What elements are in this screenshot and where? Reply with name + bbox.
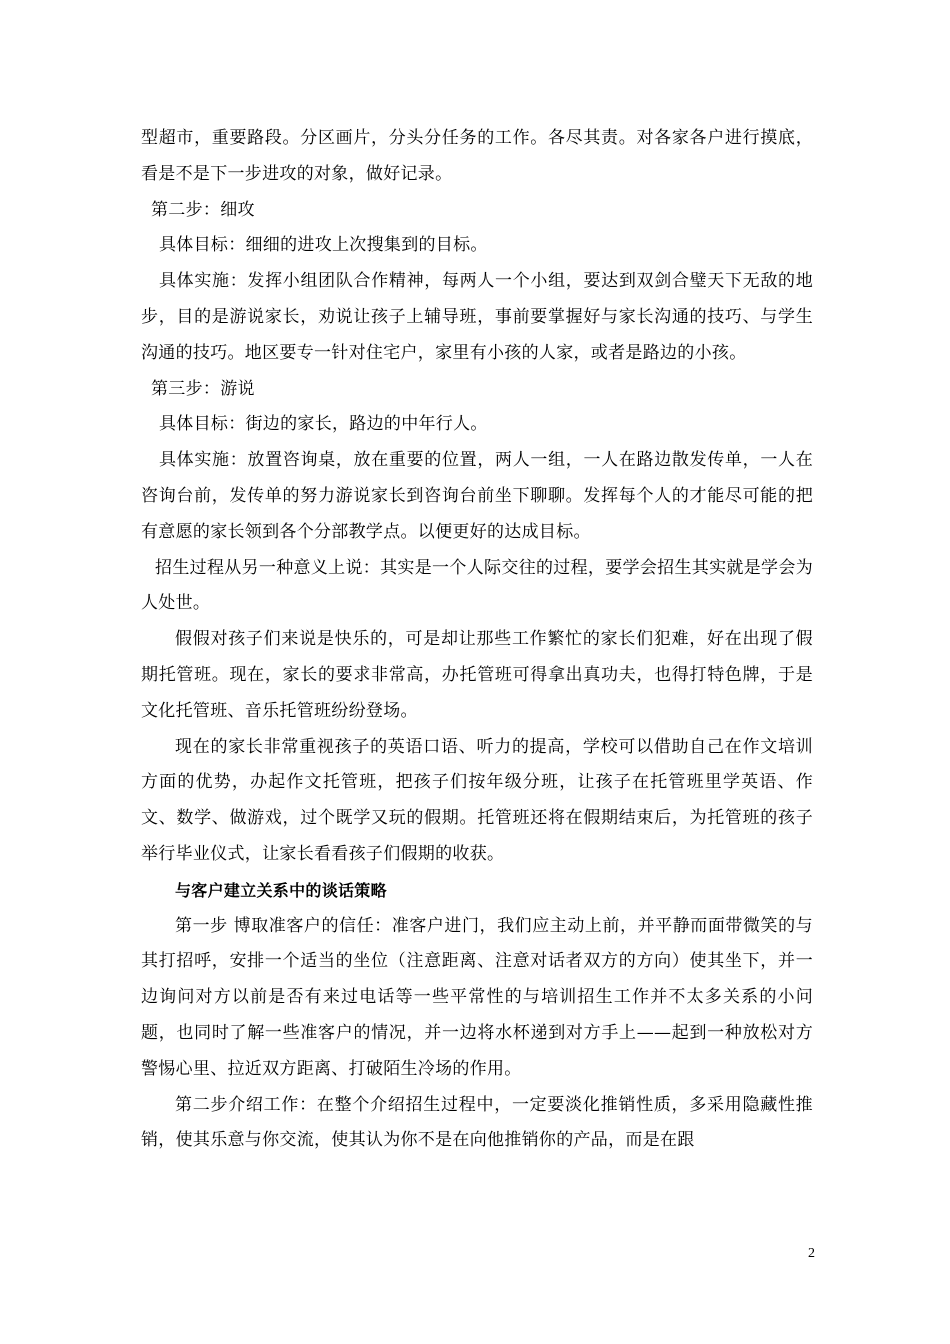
- paragraph-6: 具体目标：街边的家长，路边的中年行人。: [159, 414, 488, 435]
- paragraph-10: 现在的家长非常重视孩子的英语口语、听力的提高，学校可以借助自己在作文培训方面的优势，办起作文托管班，把孩子们按年级分班，让孩子在托管班里学英语、作文、数学、做游戏，过个既学又玩的假期。托管班还将在假期结束后，为托管班的孩子举行毕业仪式，让家长看看孩子们假期的收获。: [141, 736, 813, 864]
- page-number: 2: [808, 1246, 815, 1261]
- paragraph-2: 第二步：细攻: [151, 199, 255, 220]
- paragraph-1: 型超市，重要路段。分区画片，分头分任务的工作。各尽其责。对各家各户进行摸底，看是不是下一步进攻的对象，做好记录。: [141, 128, 813, 184]
- paragraph-9: 假假对孩子们来说是快乐的，可是却让那些工作繁忙的家长们犯难，好在出现了假期托管班。现在，家长的要求非常高，办托管班可得拿出真功夫，也得打特色牌，于是文化托管班、音乐托管班纷纷登场。: [141, 629, 813, 721]
- paragraph-13: 第二步介绍工作：在整个介绍招生过程中，一定要淡化推销性质，多采用隐藏性推销，使其乐意与你交流，使其认为你不是在向他推销你的产品，而是在跟: [141, 1094, 813, 1151]
- paragraph-8: 招生过程从另一种意义上说：其实是一个人际交往的过程，要学会招生其实就是学会为人处世。: [141, 557, 813, 614]
- paragraph-4: 具体实施：发挥小组团队合作精神，每两人一个小组，要达到双剑合璧天下无敌的地步，目的是游说家长，劝说让孩子上辅导班，事前要掌握好与家长沟通的技巧、与学生沟通的技巧。地区要专一针对住宅户，家里有小孩的人家，或者是路边的小孩。: [141, 271, 813, 363]
- document-body: [141, 121, 813, 1159]
- paragraph-7: 具体实施：放置咨询桌，放在重要的位置，两人一组，一人在路边散发传单，一人在咨询台前，发传单的努力游说家长到咨询台前坐下聊聊。发挥每个人的才能尽可能的把有意愿的家长领到各个分部教学点。以便更好的达成目标。: [141, 450, 813, 542]
- paragraph-5: 第三步：游说: [151, 378, 255, 399]
- paragraph-3: 具体目标：细细的进攻上次搜集到的目标。: [159, 235, 488, 256]
- paragraph-12: 第一步 博取准客户的信任：准客户进门，我们应主动上前，并平静而面带微笑的与其打招呼，安排一个适当的坐位（注意距离、注意对话者双方的方向）使其坐下，并一边询问对方以前是否有来过电话等一些平常性的与培训招生工作并不太多关系的小问题，也同时了解一些准客户的情况，并一边将水杯递到对方手上——起到一种放松对方警惕心里、拉近双方距离、打破陌生冷场的作用。: [141, 915, 813, 1079]
- section-heading: 与客户建立关系中的谈话策略: [175, 880, 387, 900]
